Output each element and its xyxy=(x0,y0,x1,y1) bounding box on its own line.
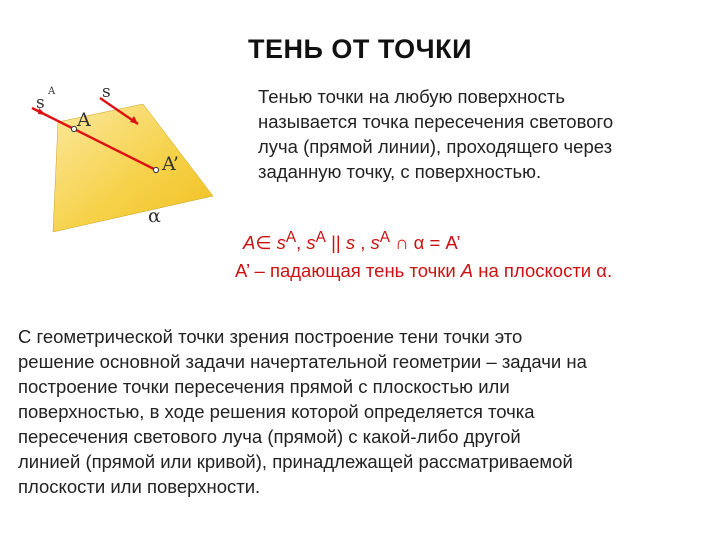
formula-equals-shadow: = A’ xyxy=(424,232,461,254)
formula-point-a: A xyxy=(460,260,474,282)
formula-separator: , xyxy=(296,232,307,254)
formula-ray-sa: s xyxy=(276,232,286,254)
point-a xyxy=(71,126,76,131)
label-alpha: α xyxy=(148,205,161,227)
label-sa-superscript: A xyxy=(48,86,56,97)
definition-line: называется точка пересечения светового xyxy=(258,111,614,132)
formula-ray-sa: s xyxy=(370,232,380,254)
definition-text xyxy=(258,84,708,184)
formula-block xyxy=(235,224,713,285)
formula-point-a: A xyxy=(243,232,256,254)
point-a-prime xyxy=(153,167,158,172)
formula-shadow-prefix: A’ – падающая тень точки xyxy=(235,260,461,282)
formula-shadow-suffix: на плоскости α. xyxy=(473,260,613,282)
paragraph-line: пересечения светового луча (прямой) с какой-либо другой xyxy=(18,426,521,447)
page-title: ТЕНЬ ОТ ТОЧКИ xyxy=(247,34,473,64)
formula-ray-s: s xyxy=(345,232,356,254)
formula-separator: , xyxy=(355,232,371,254)
formula-plane-alpha: α xyxy=(413,232,425,254)
shadow-diagram xyxy=(28,80,238,240)
paragraph-line: линией (прямой или кривой), принадлежащей рассматриваемой xyxy=(18,451,573,472)
formula-line-2 xyxy=(235,257,713,285)
formula-element-of: ∈ xyxy=(255,232,277,254)
label-s: s xyxy=(102,82,111,102)
formula-ray-sa: s xyxy=(306,232,316,254)
paragraph-line: поверхностью, в ходе решения которой определяется точка xyxy=(18,401,535,422)
paragraph-line: плоскости или поверхности. xyxy=(18,476,261,497)
label-sa: s xyxy=(36,93,45,113)
formula-superscript: A xyxy=(379,229,391,246)
definition-line: заданную точку, с поверхностью. xyxy=(258,161,542,182)
paragraph-line: С геометрической точки зрения построение тени точки это xyxy=(18,326,523,347)
definition-line: луча (прямой линии), проходящего через xyxy=(258,136,613,157)
formula-intersection: ∩ xyxy=(390,232,414,254)
paragraph-line: решение основной задачи начертательной геометрии – задачи на xyxy=(18,351,587,372)
formula-parallel: || xyxy=(325,232,346,254)
formula-superscript: A xyxy=(285,229,297,246)
formula-line-1 xyxy=(243,224,713,257)
explanation-paragraph xyxy=(18,324,708,499)
label-a-prime: A’ xyxy=(162,153,179,175)
paragraph-line: построение точки пересечения прямой с плоскостью или xyxy=(18,376,510,397)
definition-line: Тенью точки на любую поверхность xyxy=(258,86,565,107)
label-a: A xyxy=(77,109,91,131)
formula-superscript: A xyxy=(315,229,326,246)
